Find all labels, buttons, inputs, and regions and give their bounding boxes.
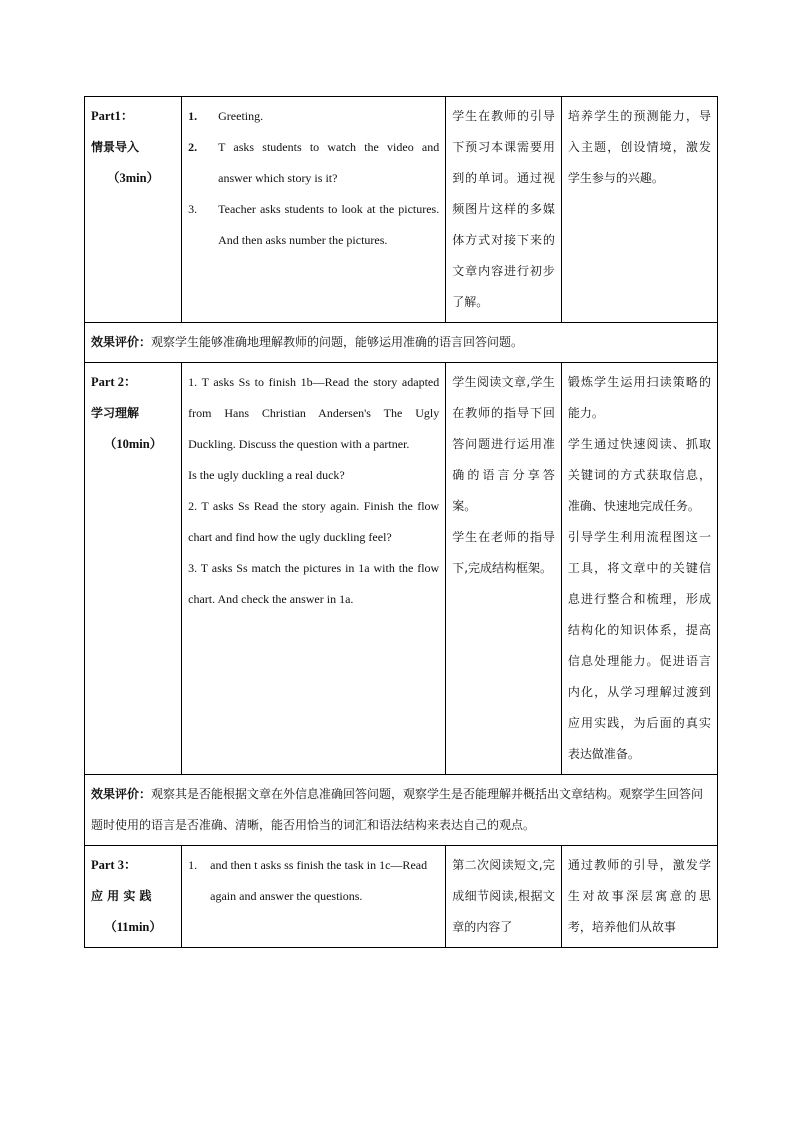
- part2-eval-text: 观察其是否能根据文章在外信息准确回答问题，观察学生是否能理解并概括出文章结构。观察学生回答问题时使用的语言是否准确、清晰，能否用恰当的词汇和语法结构来表达自己的观点。: [91, 787, 704, 832]
- part2-activity-paragraph: Is the ugly duckling a real duck?: [188, 468, 345, 482]
- part1-time: （3min）: [107, 171, 160, 185]
- part1-step-number: 1.: [188, 109, 198, 123]
- part1-step: [188, 194, 439, 256]
- part2-activity-paragraph: 1. T asks Ss to finish 1b—Read the story adapted from Hans Christian Andersen's The Ugly Duckling. Discuss the question with a partner.: [188, 375, 440, 451]
- part1-purpose-cell: 培养学生的预测能力，导入主题，创设情境，激发学生参与的兴趣。: [561, 97, 717, 323]
- part3-step-text: and then t asks ss finish the task in 1c—Read again and answer the questions.: [210, 858, 428, 903]
- part1-eval-text: 观察学生能够准确地理解教师的问题，能够运用准确的语言回答问题。: [151, 335, 524, 349]
- part1-step: [188, 101, 439, 132]
- part3-header-cell: [85, 846, 182, 948]
- part2-time: （10min）: [103, 437, 163, 451]
- part1-step-text: T asks students to watch the video and answer which story is it?: [218, 140, 440, 185]
- part3-subtitle: 应 用 实 践: [91, 889, 152, 903]
- lesson-plan-table: [84, 96, 718, 948]
- part3-row: [85, 846, 718, 948]
- part3-time: （11min）: [104, 920, 162, 934]
- part2-purpose-paragraph: 锻炼学生运用扫读策略的能力。: [567, 375, 711, 420]
- part2-activities-cell: [182, 363, 446, 775]
- part1-activities-cell: [182, 97, 446, 323]
- part2-title: Part 2：: [91, 375, 137, 389]
- part1-step-text: Teacher asks students to look at the pictures. And then asks number the pictures.: [218, 202, 440, 247]
- part3-step: [188, 850, 439, 912]
- part2-activity-paragraph: 2. T asks Ss Read the story again. Finish the flow chart and find how the ugly duckling feel?: [188, 499, 440, 544]
- part1-title: Part1：: [91, 109, 134, 123]
- part1-student-cell: 学生在教师的引导下预习本课需要用到的单词。通过视频图片这样的多媒体方式对接下来的文章内容进行初步了解。: [446, 97, 562, 323]
- part2-student-paragraph: 学生阅读文章,学生在教师的指导下回答问题进行运用准确的语言分享答案。: [452, 375, 555, 513]
- part2-student-cell: [446, 363, 562, 775]
- part2-eval-cell: [85, 775, 718, 846]
- part2-purpose-cell: [561, 363, 717, 775]
- part2-purpose-paragraph: 引导学生利用流程图这一工具，将文章中的关键信息进行整合和梳理，形成结构化的知识体系，提高信息处理能力。促进语言内化，从学习理解过渡到应用实践，为后面的真实表达做准备。: [567, 530, 711, 761]
- part3-student-cell: 第二次阅读短文,完成细节阅读,根据文章的内容了: [446, 846, 562, 948]
- part1-eval-label: 效果评价：: [91, 335, 152, 349]
- part1-step-text: Greeting.: [218, 109, 264, 123]
- part1-step-number: 3.: [188, 202, 198, 216]
- part2-eval-row: [85, 775, 718, 846]
- part3-steps: [188, 850, 439, 912]
- part2-activity-paragraph: 3. T asks Ss match the pictures in 1a with the flow chart. And check the answer in 1a.: [188, 561, 440, 606]
- part1-row: [85, 97, 718, 323]
- part1-step: [188, 132, 439, 194]
- part1-steps: [188, 101, 439, 256]
- part1-eval-row: [85, 323, 718, 363]
- part3-step-number: 1.: [188, 858, 198, 872]
- part2-purpose-paragraph: 学生通过快速阅读、抓取关键词的方式获取信息，准确、快速地完成任务。: [567, 437, 711, 513]
- part1-step-number: 2.: [188, 140, 198, 154]
- part3-activities-cell: [182, 846, 446, 948]
- part3-title: Part 3：: [91, 858, 137, 872]
- part2-row: [85, 363, 718, 775]
- part3-purpose-cell: 通过教师的引导，激发学生对故事深层寓意的思考，培养他们从故事: [561, 846, 717, 948]
- part2-student-paragraph: 学生在老师的指导下,完成结构框架。: [452, 530, 555, 575]
- part1-subtitle: 情景导入: [91, 140, 140, 154]
- part2-eval-label: 效果评价：: [91, 787, 152, 801]
- part2-header-cell: [85, 363, 182, 775]
- part2-subtitle: 学习理解: [91, 406, 140, 420]
- part1-eval-cell: [85, 323, 718, 363]
- part1-header-cell: [85, 97, 182, 323]
